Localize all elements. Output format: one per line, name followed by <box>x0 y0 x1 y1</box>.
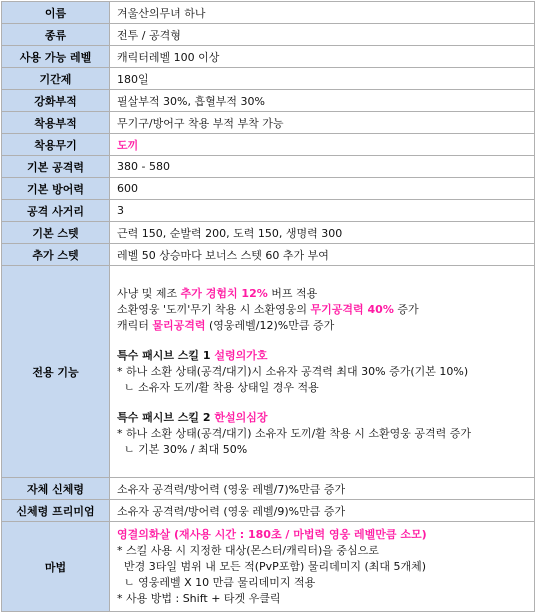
magic-desc-4: * 사용 방법 : Shift + 타겟 우클릭 <box>117 591 281 605</box>
physical-attack-line: 캐릭터 물리공격력 (영웅레벨/12)%만큼 증가 <box>117 318 335 332</box>
enhance-talisman-value: 필살부적 30%, 흡혈부적 30% <box>110 90 535 112</box>
row-weapon <box>2 134 535 156</box>
body-premium-value: 소유자 공격력/방어력 (영웅 레벨/9)%만큼 증가 <box>110 500 535 522</box>
skill2-desc-1: * 하나 소환 상태(공격/대기) 소유자 도끼/활 착용 시 소환영웅 공격력 증가 <box>117 426 471 440</box>
exclusive-value <box>110 266 535 478</box>
base-defense-value: 600 <box>110 178 535 200</box>
extra-stats-label: 추가 스텟 <box>2 244 110 266</box>
row-exclusive <box>2 266 535 478</box>
level-value: 캐릭터레벨 100 이상 <box>110 46 535 68</box>
enhance-talisman-label: 강화부적 <box>2 90 110 112</box>
type-label: 종류 <box>2 24 110 46</box>
type-value: 전투 / 공격형 <box>110 24 535 46</box>
equip-talisman-label: 착용부적 <box>2 112 110 134</box>
base-attack-value: 380 - 580 <box>110 156 535 178</box>
duration-label: 기간제 <box>2 68 110 90</box>
skill2-title: 특수 패시브 스킬 2 한설의심장 <box>117 410 268 424</box>
weapon-attack-line: 소환영웅 '도끼'무기 착용 시 소환영웅의 무기공격력 40% 증가 <box>117 302 419 316</box>
level-label: 사용 가능 레벨 <box>2 46 110 68</box>
row-name <box>2 2 535 24</box>
row-level <box>2 46 535 68</box>
magic-desc-3: ㄴ 영웅레벨 X 10 만큼 물리데미지 적용 <box>117 575 316 589</box>
weapon-value: 도끼 <box>110 134 535 156</box>
attack-range-value: 3 <box>110 200 535 222</box>
magic-value <box>110 522 535 612</box>
magic-desc-1: * 스킬 사용 시 지정한 대상(몬스터/캐릭터)을 중심으로 <box>117 543 379 557</box>
row-body-premium <box>2 500 535 522</box>
row-enhance-talisman <box>2 90 535 112</box>
name-value: 겨울산의무녀 하나 <box>110 2 535 24</box>
row-type <box>2 24 535 46</box>
magic-label: 마법 <box>2 522 110 612</box>
duration-value: 180일 <box>110 68 535 90</box>
base-attack-label: 기본 공격력 <box>2 156 110 178</box>
body-premium-label: 신체령 프리미엄 <box>2 500 110 522</box>
exclusive-label: 전용 기능 <box>2 266 110 478</box>
exp-buff-line: 사냥 및 제조 추가 경험치 12% 버프 적용 <box>117 286 318 300</box>
attack-range-label: 공격 사거리 <box>2 200 110 222</box>
row-equip-talisman <box>2 112 535 134</box>
base-stats-value: 근력 150, 순발력 200, 도력 150, 생명력 300 <box>110 222 535 244</box>
extra-stats-value: 레벨 50 상승마다 보너스 스텟 60 추가 부여 <box>110 244 535 266</box>
self-body-value: 소유자 공격력/방어력 (영웅 레벨/7)%만큼 증가 <box>110 478 535 500</box>
self-body-label: 자체 신체령 <box>2 478 110 500</box>
row-extra-stats <box>2 244 535 266</box>
row-duration <box>2 68 535 90</box>
name-label: 이름 <box>2 2 110 24</box>
magic-desc-2: 반경 3타일 범위 내 모든 적(PvP포함) 물리데미지 (최대 5개체) <box>117 559 427 573</box>
row-base-stats <box>2 222 535 244</box>
magic-skill-title: 영결의화살 (재사용 시간 : 180초 / 마법력 영웅 레벨만큼 소모) <box>117 527 427 541</box>
skill1-title: 특수 패시브 스킬 1 설령의가호 <box>117 348 268 362</box>
row-base-attack <box>2 156 535 178</box>
hero-info-table <box>1 1 535 612</box>
row-magic <box>2 522 535 612</box>
row-attack-range <box>2 200 535 222</box>
base-defense-label: 기본 방어력 <box>2 178 110 200</box>
base-stats-label: 기본 스텟 <box>2 222 110 244</box>
skill1-desc-2: ㄴ 소유자 도끼/활 착용 상태일 경우 적용 <box>117 380 319 394</box>
weapon-label: 착용무기 <box>2 134 110 156</box>
equip-talisman-value: 무기구/방어구 착용 부적 부착 가능 <box>110 112 535 134</box>
row-self-body <box>2 478 535 500</box>
row-base-defense <box>2 178 535 200</box>
skill1-desc-1: * 하나 소환 상태(공격/대기)시 소유자 공격력 최대 30% 증가(기본 10%) <box>117 364 469 378</box>
skill2-desc-2: ㄴ 기본 30% / 최대 50% <box>117 442 248 456</box>
